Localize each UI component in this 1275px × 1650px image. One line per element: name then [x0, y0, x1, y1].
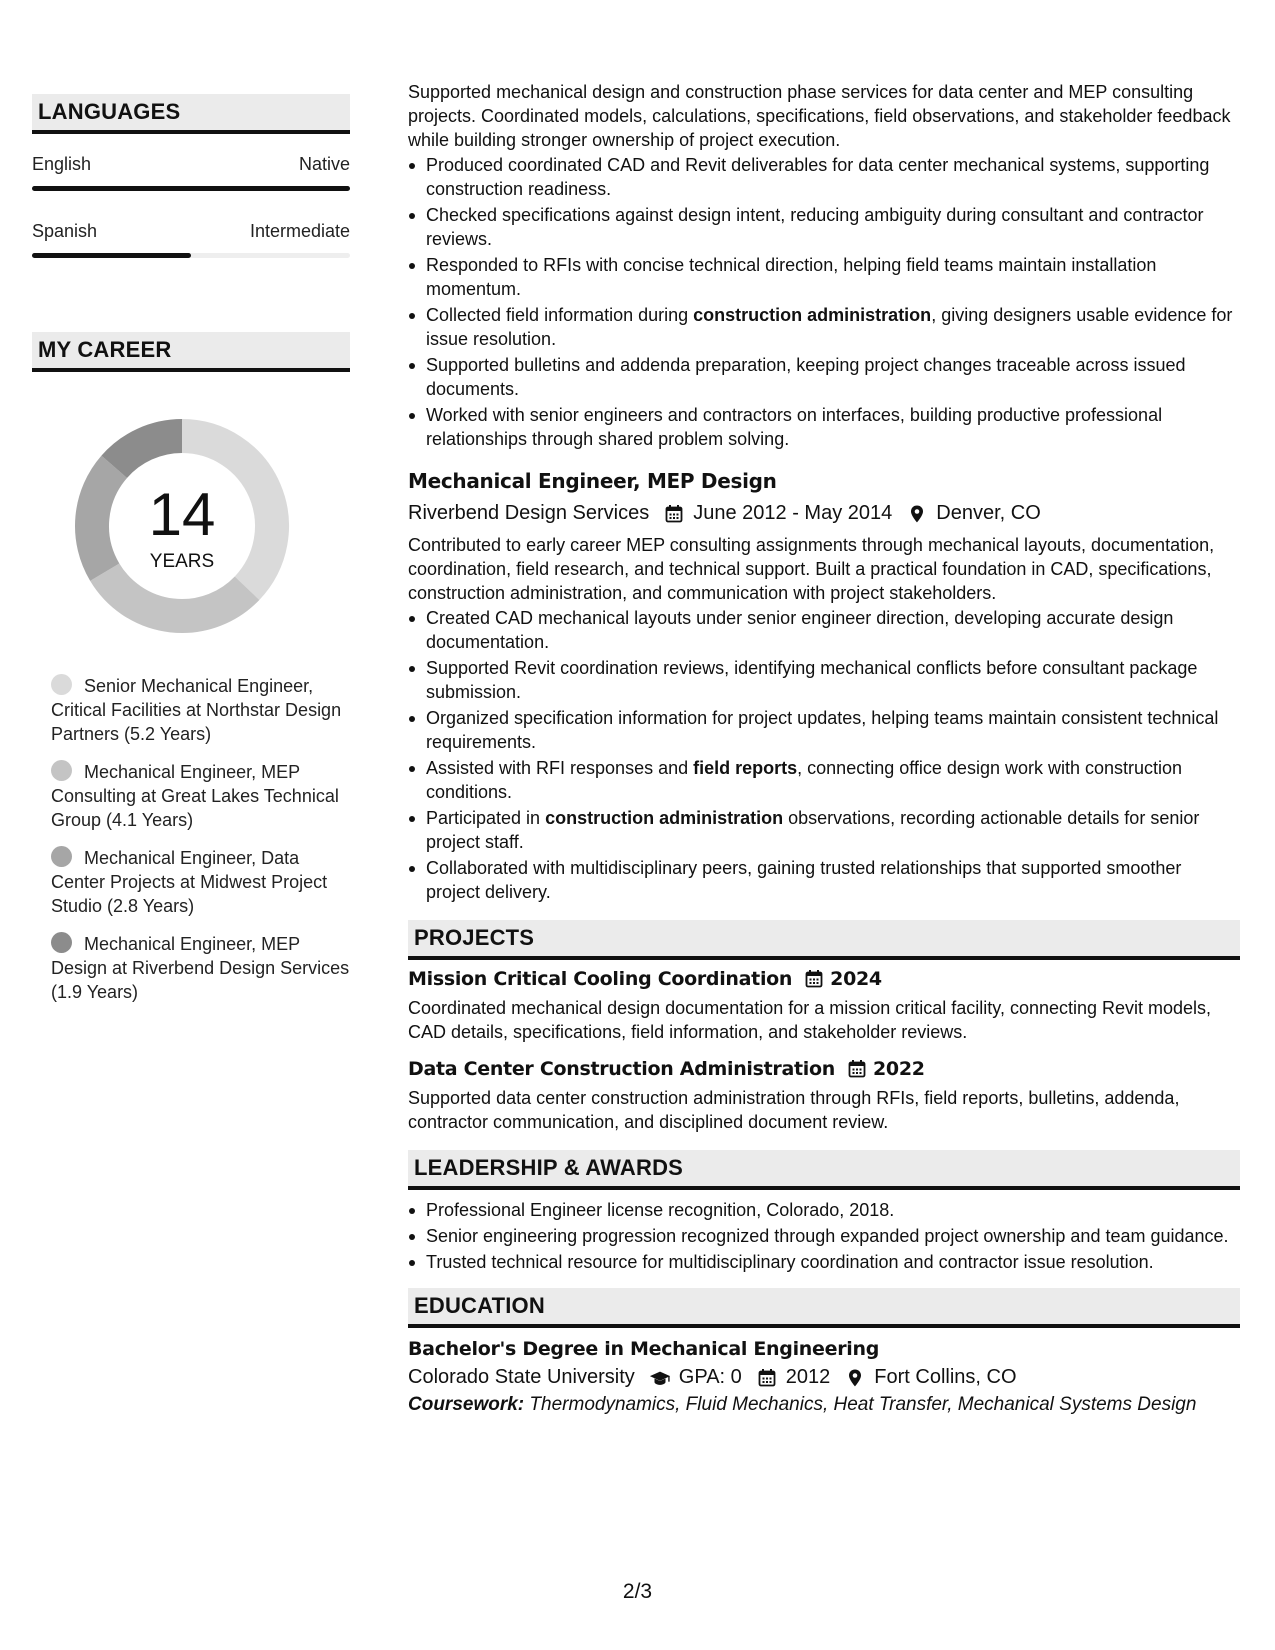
language-level: Native — [298, 154, 350, 174]
calendar-icon — [847, 1059, 867, 1079]
award-item: Senior engineering progression recognized through expanded project ownership and team guidance. — [408, 1224, 1240, 1248]
project-description: Supported data center construction administration through RFIs, field reports, bulletins, addenda, contractor communication, and disciplined document review. — [408, 1088, 1180, 1132]
education-meta — [408, 1366, 1240, 1389]
project-title: Data Center Construction Administration — [408, 1058, 835, 1080]
career-legend — [32, 674, 350, 1004]
gpa: GPA: 0 — [678, 1366, 742, 1388]
job-dates: June 2012 - May 2014 — [693, 502, 893, 524]
job-bullet: Participated in construction administration observations, recording actionable details for senior project staff. — [408, 806, 1240, 854]
awards-list — [408, 1198, 1240, 1274]
graduation-cap-icon — [649, 1367, 671, 1389]
project-year: 2024 — [830, 968, 882, 990]
language-proficiency-bar — [32, 253, 350, 258]
page-number: 2/3 — [622, 1580, 653, 1603]
main-content — [408, 80, 1240, 1417]
project-item — [408, 968, 1240, 1044]
project-description: Coordinated mechanical design documentation for a mission critical facility, connecting Revit models, CAD details, specifications, field information, and stakeholder reviews. — [408, 998, 1212, 1042]
job-bullet: Collected field information during construction administration, giving designers usable evidence for issue resolution. — [408, 303, 1240, 351]
award-item: Trusted technical resource for multidisciplinary coordination and contractor issue resolution. — [408, 1250, 1240, 1274]
calendar-icon — [756, 1367, 778, 1389]
projects-heading: PROJECTS — [408, 920, 1240, 960]
job-bullet: Produced coordinated CAD and Revit deliverables for data center mechanical systems, supporting construction readiness. — [408, 153, 1240, 201]
career-heading: MY CAREER — [32, 332, 350, 372]
project-year: 2022 — [873, 1058, 925, 1080]
job-bullets — [408, 153, 1240, 451]
awards-heading: LEADERSHIP & AWARDS — [408, 1150, 1240, 1190]
language-item-english — [32, 154, 350, 191]
career-legend-item: Mechanical Engineer, Data Center Projects at Midwest Project Studio (2.8 Years) — [51, 848, 328, 916]
legend-dot — [51, 846, 72, 867]
calendar-icon — [663, 503, 685, 525]
language-name: Spanish — [32, 221, 98, 241]
language-name: English — [32, 154, 92, 174]
job-summary: Contributed to early career MEP consulting assignments through mechanical layouts, documentation, coordination, field research, and technical support. Built a practical foundation in CAD, specifications, construction administration, and communication with project stakeholders. — [408, 535, 1215, 603]
job-bullet: Created CAD mechanical layouts under senior engineer direction, developing accurate design documentation. — [408, 606, 1240, 654]
job-bullet: Worked with senior engineers and contractors on interfaces, building productive professional relationships through shared problem solving. — [408, 403, 1240, 451]
career-legend-item: Mechanical Engineer, MEP Consulting at Great Lakes Technical Group (4.1 Years) — [51, 762, 339, 830]
degree-title: Bachelor's Degree in Mechanical Engineering — [408, 1338, 880, 1360]
job-title: Mechanical Engineer, MEP Design — [408, 469, 777, 493]
legend-dot — [51, 674, 72, 695]
legend-dot — [51, 932, 72, 953]
map-pin-icon — [906, 503, 928, 525]
job-bullet: Responded to RFIs with concise technical direction, helping field teams maintain installation momentum. — [408, 253, 1240, 301]
job-bullet: Organized specification information for project updates, helping teams maintain consistent technical requirements. — [408, 706, 1240, 754]
project-item — [408, 1058, 1240, 1134]
job-summary: Supported mechanical design and construction phase services for data center and MEP consulting projects. Coordinated models, calculations, specifications, field observations, and stakeholder feedback while building stronger ownership of project execution. — [408, 82, 1231, 150]
sidebar — [32, 94, 350, 1018]
job-meta — [408, 502, 1240, 525]
coursework-list: Thermodynamics, Fluid Mechanics, Heat Transfer, Mechanical Systems Design — [524, 1394, 1197, 1415]
career-total-unit: YEARS — [149, 551, 215, 572]
languages-heading: LANGUAGES — [32, 94, 350, 134]
award-item: Professional Engineer license recognition, Colorado, 2018. — [408, 1198, 1240, 1222]
language-proficiency-fill — [32, 186, 350, 191]
job-location: Denver, CO — [936, 502, 1041, 524]
job-bullet: Supported Revit coordination reviews, identifying mechanical conflicts before consultant package submission. — [408, 656, 1240, 704]
coursework-label: Coursework: — [408, 1394, 525, 1415]
language-level: Intermediate — [249, 221, 350, 241]
education-heading: EDUCATION — [408, 1288, 1240, 1328]
school-location: Fort Collins, CO — [874, 1366, 1017, 1388]
legend-dot — [51, 760, 72, 781]
job-bullet: Checked specifications against design intent, reducing ambiguity during consultant and contractor reviews. — [408, 203, 1240, 251]
language-proficiency-fill — [32, 253, 191, 258]
job-company: Riverbend Design Services — [408, 502, 650, 524]
career-total-years: 14 — [148, 481, 216, 548]
job-bullets — [408, 606, 1240, 904]
graduation-year: 2012 — [785, 1366, 831, 1388]
school-name: Colorado State University — [408, 1366, 635, 1388]
career-legend-item: Mechanical Engineer, MEP Design at Riverbend Design Services (1.9 Years) — [51, 934, 350, 1002]
calendar-icon — [804, 969, 824, 989]
coursework — [408, 1393, 1240, 1417]
job-bullet: Supported bulletins and addenda preparation, keeping project changes traceable across issued documents. — [408, 353, 1240, 401]
language-proficiency-bar — [32, 186, 350, 191]
map-pin-icon — [844, 1367, 866, 1389]
language-item-spanish — [32, 221, 350, 258]
project-title: Mission Critical Cooling Coordination — [408, 968, 793, 990]
job-bullet: Assisted with RFI responses and field reports, connecting office design work with construction conditions. — [408, 756, 1240, 804]
career-donut-chart — [66, 410, 298, 642]
career-legend-item: Senior Mechanical Engineer, Critical Facilities at Northstar Design Partners (5.2 Years) — [51, 676, 342, 744]
job-bullet: Collaborated with multidisciplinary peers, gaining trusted relationships that supported smoother project delivery. — [408, 856, 1240, 904]
